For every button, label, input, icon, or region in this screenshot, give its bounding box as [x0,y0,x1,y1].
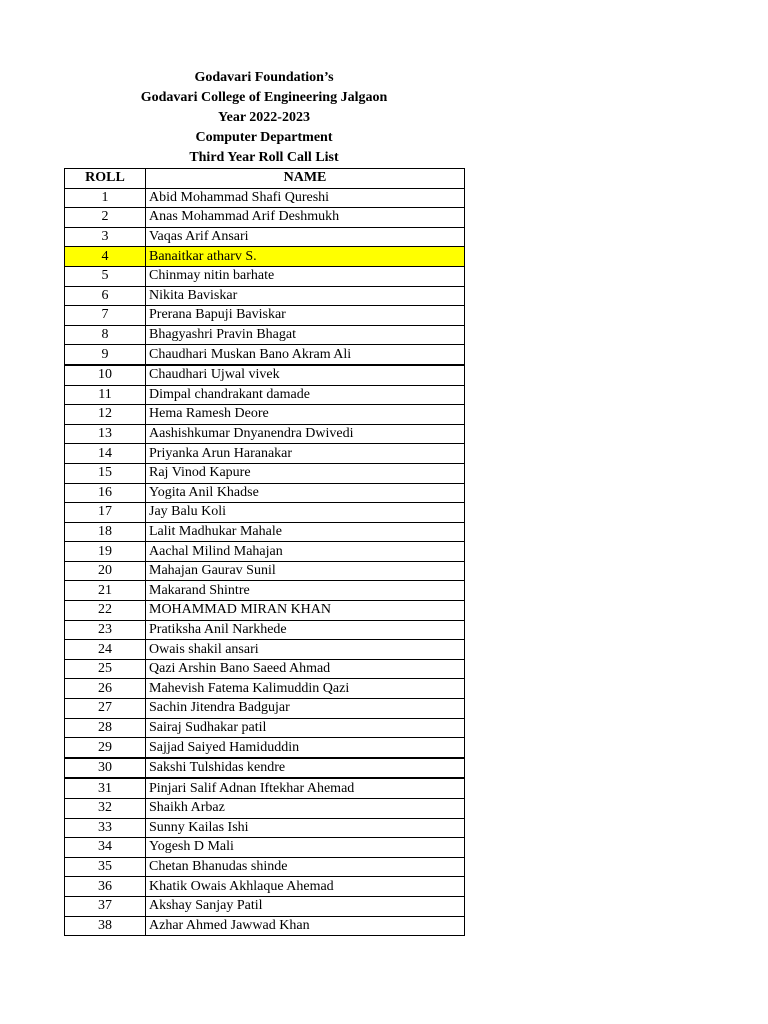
table-row [65,247,465,267]
student-name-cell: Azhar Ahmed Jawwad Khan [146,916,465,936]
roll-number-cell: 37 [65,896,146,916]
table-row [65,227,465,247]
table-row [65,405,465,425]
student-name-cell: Raj Vinod Kapure [146,463,465,483]
roll-number-cell: 15 [65,463,146,483]
student-name-cell: Mahevish Fatema Kalimuddin Qazi [146,679,465,699]
table-row [65,818,465,838]
student-name-cell: Banaitkar atharv S. [146,247,465,267]
roll-number-cell: 24 [65,640,146,660]
roll-number-cell: 20 [65,561,146,581]
student-name-cell: Yogesh D Mali [146,838,465,858]
roll-number-cell: 9 [65,345,146,365]
table-row [65,286,465,306]
student-name-cell: Priyanka Arun Haranakar [146,444,465,464]
roll-number-cell: 10 [65,365,146,385]
student-name-cell: Owais shakil ansari [146,640,465,660]
student-name-cell: Mahajan Gaurav Sunil [146,561,465,581]
table-row [65,896,465,916]
roll-number-cell: 12 [65,405,146,425]
roll-number-cell: 22 [65,601,146,621]
column-header-roll: ROLL [65,169,146,189]
table-row [65,581,465,601]
table-row [65,266,465,286]
student-name-cell: Vaqas Arif Ansari [146,227,465,247]
student-name-cell: Prerana Bapuji Baviskar [146,306,465,326]
roll-number-cell: 31 [65,778,146,798]
table-row [65,542,465,562]
student-name-cell: Aachal Milind Mahajan [146,542,465,562]
table-row [65,718,465,738]
table-row [65,738,465,758]
student-name-cell: Chaudhari Muskan Bano Akram Ali [146,345,465,365]
roll-number-cell: 11 [65,385,146,405]
roll-number-cell: 8 [65,325,146,345]
roll-number-cell: 27 [65,699,146,719]
roll-number-cell: 7 [65,306,146,326]
table-row [65,345,465,365]
roll-number-cell: 6 [65,286,146,306]
table-row [65,522,465,542]
foundation-name: Godavari Foundation’s [194,70,334,85]
table-row [65,444,465,464]
table-row [65,699,465,719]
roll-number-cell: 28 [65,718,146,738]
table-row [65,561,465,581]
student-name-cell: Sachin Jitendra Badgujar [146,699,465,719]
roll-number-cell: 13 [65,424,146,444]
roll-call-table [64,168,465,936]
roll-number-cell: 23 [65,620,146,640]
college-name: Godavari College of Engineering Jalgaon [140,90,388,105]
student-name-cell: Jay Balu Koli [146,503,465,523]
student-name-cell: Akshay Sanjay Patil [146,896,465,916]
student-name-cell: Chinmay nitin barhate [146,266,465,286]
student-name-cell: Sairaj Sudhakar patil [146,718,465,738]
roll-number-cell: 17 [65,503,146,523]
table-body [65,188,465,936]
roll-number-cell: 38 [65,916,146,936]
student-name-cell: Chetan Bhanudas shinde [146,857,465,877]
student-name-cell: Dimpal chandrakant damade [146,385,465,405]
table-row [65,799,465,819]
student-name-cell: Lalit Madhukar Mahale [146,522,465,542]
roll-number-cell: 18 [65,522,146,542]
column-header-name: NAME [146,169,465,189]
table-row [65,620,465,640]
roll-number-cell: 2 [65,208,146,228]
roll-number-cell: 1 [65,188,146,208]
academic-year: Year 2022-2023 [218,110,310,125]
roll-number-cell: 33 [65,818,146,838]
student-name-cell: Pratiksha Anil Narkhede [146,620,465,640]
roll-number-cell: 4 [65,247,146,267]
table-row [65,463,465,483]
table-row [65,601,465,621]
student-name-cell: Sajjad Saiyed Hamiduddin [146,738,465,758]
table-row [65,385,465,405]
table-row [65,640,465,660]
roll-number-cell: 30 [65,758,146,779]
table-row [65,679,465,699]
table-row [65,877,465,897]
table-row [65,188,465,208]
roll-number-cell: 14 [65,444,146,464]
student-name-cell: Yogita Anil Khadse [146,483,465,503]
table-row [65,916,465,936]
roll-number-cell: 19 [65,542,146,562]
student-name-cell: Sakshi Tulshidas kendre [146,758,465,779]
table-row [65,659,465,679]
table-row [65,503,465,523]
student-name-cell: Qazi Arshin Bano Saeed Ahmad [146,659,465,679]
table-row [65,838,465,858]
roll-number-cell: 21 [65,581,146,601]
student-name-cell: Hema Ramesh Deore [146,405,465,425]
student-name-cell: Chaudhari Ujwal vivek [146,365,465,385]
student-name-cell: MOHAMMAD MIRAN KHAN [146,601,465,621]
table-row [65,778,465,798]
roll-number-cell: 35 [65,857,146,877]
roll-number-cell: 32 [65,799,146,819]
roll-number-cell: 5 [65,266,146,286]
table-row [65,424,465,444]
student-name-cell: Pinjari Salif Adnan Iftekhar Ahemad [146,778,465,798]
table-row [65,208,465,228]
roll-number-cell: 26 [65,679,146,699]
list-title: Third Year Roll Call List [189,150,339,165]
student-name-cell: Sunny Kailas Ishi [146,818,465,838]
table-row [65,306,465,326]
roll-number-cell: 16 [65,483,146,503]
student-name-cell: Khatik Owais Akhlaque Ahemad [146,877,465,897]
roll-number-cell: 3 [65,227,146,247]
student-name-cell: Abid Mohammad Shafi Qureshi [146,188,465,208]
student-name-cell: Shaikh Arbaz [146,799,465,819]
student-name-cell: Bhagyashri Pravin Bhagat [146,325,465,345]
student-name-cell: Makarand Shintre [146,581,465,601]
roll-number-cell: 25 [65,659,146,679]
table-row [65,365,465,385]
roll-number-cell: 36 [65,877,146,897]
table-header-row [65,169,465,189]
table-row [65,483,465,503]
roll-number-cell: 29 [65,738,146,758]
table-row [65,758,465,779]
roll-number-cell: 34 [65,838,146,858]
student-name-cell: Aashishkumar Dnyanendra Dwivedi [146,424,465,444]
department-name: Computer Department [195,130,333,145]
document-header [64,68,464,168]
student-name-cell: Nikita Baviskar [146,286,465,306]
table-row [65,857,465,877]
student-name-cell: Anas Mohammad Arif Deshmukh [146,208,465,228]
table-row [65,325,465,345]
